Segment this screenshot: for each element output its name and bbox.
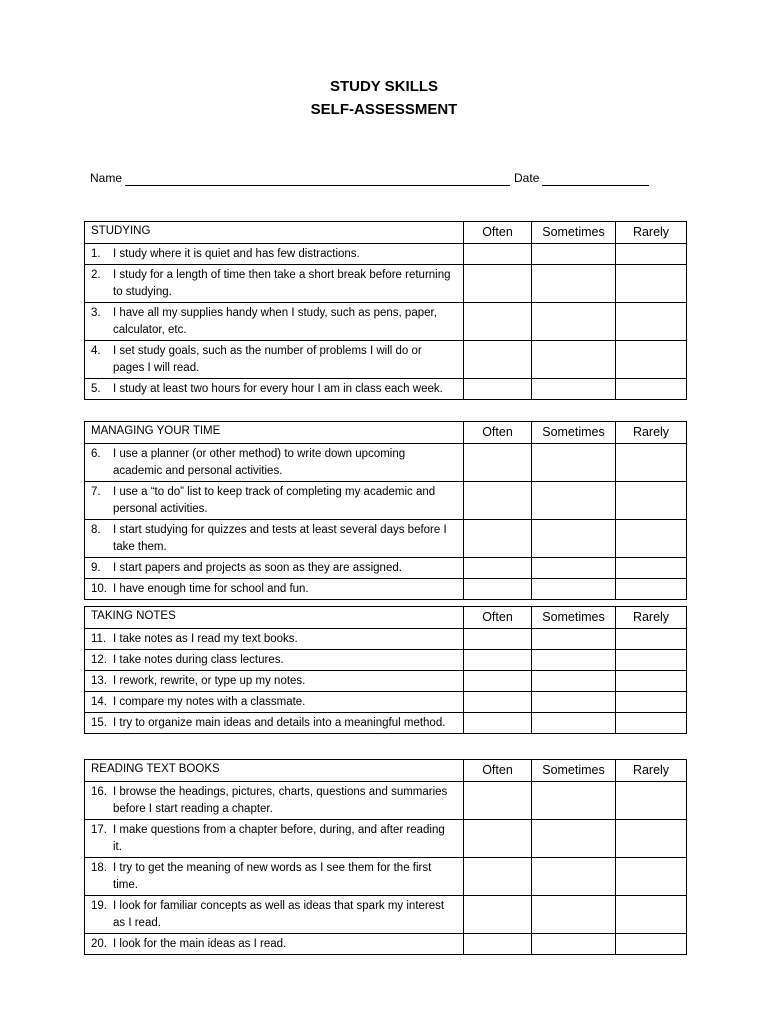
column-header-sometimes: Sometimes [532,760,616,782]
column-header-sometimes: Sometimes [532,607,616,629]
often-checkbox-cell[interactable] [464,858,532,896]
column-header-often: Often [464,760,532,782]
statement-text: I start papers and projects as soon as they are assigned. [113,562,402,574]
statement-number: 14. [91,696,107,708]
column-header-sometimes: Sometimes [532,222,616,244]
rarely-checkbox-cell[interactable] [616,858,687,896]
statement-text: I look for the main ideas as I read. [113,938,287,950]
sometimes-checkbox-cell[interactable] [532,482,616,520]
often-checkbox-cell[interactable] [464,482,532,520]
section-reading-text-books [84,759,687,955]
statement-cell [85,520,464,558]
date-label: Date [514,171,540,185]
statement-cell [85,303,464,341]
rarely-checkbox-cell[interactable] [616,341,687,379]
sometimes-checkbox-cell[interactable] [532,671,616,692]
often-checkbox-cell[interactable] [464,265,532,303]
section-header-row [85,422,687,444]
sometimes-checkbox-cell[interactable] [532,444,616,482]
statement-text: I start studying for quizzes and tests at least several days before I take them. [113,524,447,553]
section-heading: READING TEXT BOOKS [85,760,464,782]
column-header-rarely: Rarely [616,607,687,629]
table-row [85,934,687,955]
statement-number: 1. [91,248,101,260]
table-row [85,820,687,858]
sometimes-checkbox-cell[interactable] [532,341,616,379]
statement-number: 10. [91,583,107,595]
table-row [85,650,687,671]
sometimes-checkbox-cell[interactable] [532,303,616,341]
often-checkbox-cell[interactable] [464,303,532,341]
often-checkbox-cell[interactable] [464,934,532,955]
often-checkbox-cell[interactable] [464,671,532,692]
sometimes-checkbox-cell[interactable] [532,713,616,734]
statement-cell [85,244,464,265]
statement-text: I study where it is quiet and has few distractions. [113,248,360,260]
sometimes-checkbox-cell[interactable] [532,520,616,558]
rarely-checkbox-cell[interactable] [616,265,687,303]
table-row [85,629,687,650]
statement-cell [85,444,464,482]
column-header-often: Often [464,222,532,244]
statement-cell [85,934,464,955]
statement-cell [85,558,464,579]
rarely-checkbox-cell[interactable] [616,444,687,482]
statement-number: 19. [91,900,107,912]
table-row [85,896,687,934]
statement-text: I try to get the meaning of new words as I see them for the first time. [113,862,432,891]
often-checkbox-cell[interactable] [464,650,532,671]
statement-text: I use a planner (or other method) to write down upcoming academic and personal activities. [113,448,406,477]
often-checkbox-cell[interactable] [464,782,532,820]
statement-cell [85,896,464,934]
often-checkbox-cell[interactable] [464,558,532,579]
rarely-checkbox-cell[interactable] [616,379,687,400]
column-header-sometimes: Sometimes [532,422,616,444]
rarely-checkbox-cell[interactable] [616,713,687,734]
table-row [85,520,687,558]
rarely-checkbox-cell[interactable] [616,629,687,650]
table-row [85,671,687,692]
statement-text: I study at least two hours for every hour I am in class each week. [113,383,443,395]
date-field[interactable] [542,173,649,186]
table-row [85,244,687,265]
table-row [85,482,687,520]
rarely-checkbox-cell[interactable] [616,244,687,265]
document-title: STUDY SKILLS [329,78,439,95]
statement-number: 7. [91,486,101,498]
table-row [85,265,687,303]
table-row [85,558,687,579]
document-subtitle: SELF-ASSESSMENT [310,101,458,118]
table-row [85,379,687,400]
often-checkbox-cell[interactable] [464,244,532,265]
sometimes-checkbox-cell[interactable] [532,244,616,265]
often-checkbox-cell[interactable] [464,692,532,713]
rarely-checkbox-cell[interactable] [616,579,687,600]
statement-cell [85,820,464,858]
table-row [85,579,687,600]
column-header-rarely: Rarely [616,422,687,444]
statement-text: I use a “to do” list to keep track of completing my academic and personal activities. [113,486,436,515]
column-header-rarely: Rarely [616,222,687,244]
sometimes-checkbox-cell[interactable] [532,579,616,600]
section-taking-notes [84,606,687,734]
table-row [85,341,687,379]
rarely-checkbox-cell[interactable] [616,558,687,579]
statement-number: 13. [91,675,107,687]
rarely-checkbox-cell[interactable] [616,520,687,558]
column-header-often: Often [464,607,532,629]
rarely-checkbox-cell[interactable] [616,782,687,820]
section-managing-your-time [84,421,687,600]
statement-number: 4. [91,345,101,357]
rarely-checkbox-cell[interactable] [616,896,687,934]
often-checkbox-cell[interactable] [464,820,532,858]
table-row [85,782,687,820]
rarely-checkbox-cell[interactable] [616,482,687,520]
statement-cell [85,579,464,600]
sometimes-checkbox-cell[interactable] [532,820,616,858]
statement-number: 20. [91,938,107,950]
statement-cell [85,650,464,671]
statement-text: I set study goals, such as the number of problems I will do or pages I will read. [113,345,422,374]
section-studying [84,221,687,400]
statement-cell [85,782,464,820]
column-header-often: Often [464,422,532,444]
column-header-rarely: Rarely [616,760,687,782]
sometimes-checkbox-cell[interactable] [532,558,616,579]
statement-text: I study for a length of time then take a short break before returning to studying. [113,269,451,298]
sometimes-checkbox-cell[interactable] [532,650,616,671]
name-field[interactable] [125,173,510,186]
section-header-row [85,607,687,629]
statement-number: 8. [91,524,101,536]
statement-number: 5. [91,383,101,395]
section-heading: MANAGING YOUR TIME [85,422,464,444]
rarely-checkbox-cell[interactable] [616,650,687,671]
table-row [85,713,687,734]
name-date-line [90,170,690,186]
statement-number: 17. [91,824,107,836]
statement-cell [85,858,464,896]
statement-cell [85,671,464,692]
statement-number: 18. [91,862,107,874]
section-heading: TAKING NOTES [85,607,464,629]
rarely-checkbox-cell[interactable] [616,820,687,858]
section-header-row [85,760,687,782]
statement-number: 6. [91,448,101,460]
statement-number: 11. [91,633,107,645]
statement-cell [85,265,464,303]
often-checkbox-cell[interactable] [464,379,532,400]
statement-number: 15. [91,717,107,729]
statement-text: I have all my supplies handy when I study, such as pens, paper, calculator, etc. [113,307,437,336]
sometimes-checkbox-cell[interactable] [532,934,616,955]
often-checkbox-cell[interactable] [464,444,532,482]
statement-number: 12. [91,654,107,666]
statement-text: I browse the headings, pictures, charts, questions and summaries before I start reading a chapter. [113,786,448,815]
sometimes-checkbox-cell[interactable] [532,692,616,713]
rarely-checkbox-cell[interactable] [616,934,687,955]
often-checkbox-cell[interactable] [464,713,532,734]
statement-number: 9. [91,562,101,574]
table-row [85,858,687,896]
sometimes-checkbox-cell[interactable] [532,858,616,896]
rarely-checkbox-cell[interactable] [616,692,687,713]
statement-cell [85,379,464,400]
sometimes-checkbox-cell[interactable] [532,782,616,820]
statement-cell [85,692,464,713]
name-label: Name [90,171,123,185]
statement-number: 16. [91,786,107,798]
table-row [85,692,687,713]
often-checkbox-cell[interactable] [464,579,532,600]
sometimes-checkbox-cell[interactable] [532,265,616,303]
often-checkbox-cell[interactable] [464,341,532,379]
table-row [85,303,687,341]
statement-text: I take notes as I read my text books. [113,633,298,645]
statement-cell [85,482,464,520]
statement-text: I rework, rewrite, or type up my notes. [113,675,306,687]
statement-text: I look for familiar concepts as well as ideas that spark my interest as I read. [113,900,445,929]
statement-text: I make questions from a chapter before, during, and after reading it. [113,824,445,853]
section-heading: STUDYING [85,222,464,244]
rarely-checkbox-cell[interactable] [616,303,687,341]
statement-text: I take notes during class lectures. [113,654,284,666]
often-checkbox-cell[interactable] [464,629,532,650]
rarely-checkbox-cell[interactable] [616,671,687,692]
statement-text: I try to organize main ideas and details into a meaningful method. [113,717,446,729]
section-header-row [85,222,687,244]
statement-number: 2. [91,269,101,281]
often-checkbox-cell[interactable] [464,520,532,558]
sometimes-checkbox-cell[interactable] [532,629,616,650]
statement-cell [85,629,464,650]
statement-text: I compare my notes with a classmate. [113,696,306,708]
sometimes-checkbox-cell[interactable] [532,896,616,934]
table-row [85,444,687,482]
often-checkbox-cell[interactable] [464,896,532,934]
statement-number: 3. [91,307,101,319]
sometimes-checkbox-cell[interactable] [532,379,616,400]
statement-cell [85,713,464,734]
statement-cell [85,341,464,379]
statement-text: I have enough time for school and fun. [113,583,309,595]
